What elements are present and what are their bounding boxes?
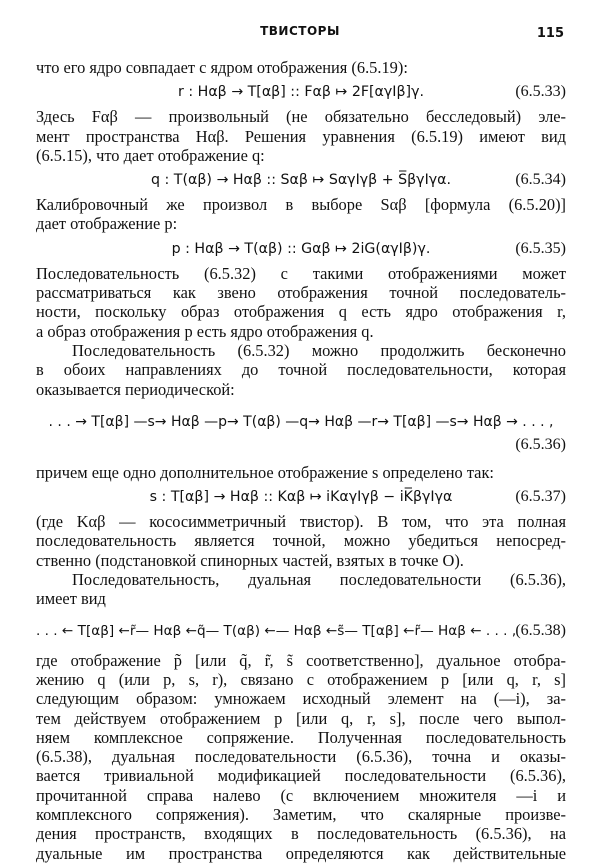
- text-line: Последовательность (6.5.32) можно продолжить бесконечно: [72, 340, 566, 360]
- text-line: где отображение p̃ [или q̃, r̃, s̃ соответственно], дуальное отобра-: [36, 650, 566, 670]
- text-line: последовательность является точной, можно убедиться непосред-: [36, 531, 566, 551]
- sequence-6-5-38: [36, 621, 566, 641]
- text-line: Калибровочный же произвол в выборе Sαβ [формула (6.5.20)]: [36, 195, 566, 215]
- text-line: дуальные им пространства определяются как действительные: [36, 843, 566, 863]
- text-line: (6.5.15), что дает отображение q:: [36, 145, 265, 165]
- sequence-6-5-36: [36, 413, 566, 431]
- text-line: рассматриваться как звено отображения точной последователь-: [36, 283, 566, 303]
- text-line: ственно (подстановкой спинорных частей, взятых в точке O).: [36, 550, 464, 570]
- text-line: ности, поскольку образ отображения q есть ядро отображения r,: [36, 302, 566, 322]
- equation-formula: r : Hαβ → T[αβ] :: Fαβ ↦ 2F[αγIβ]γ.: [178, 84, 424, 101]
- page-number: 115: [536, 26, 564, 41]
- equation-number: (6.5.37): [515, 488, 566, 506]
- text-line: Здесь Fαβ — произвольный (не обязательно бесследовый) эле-: [36, 107, 566, 127]
- equation-number: (6.5.33): [515, 83, 566, 101]
- text-line: дения пространств, входящих в последовательность (6.5.36), на: [36, 824, 566, 844]
- equation-6-5-35: [36, 239, 566, 259]
- sequence-formula: . . . ← T[αβ] ←r̃— Hαβ ←q̃— T(αβ) ←— Hαβ ←s̃— T[αβ] ←r̃— Hαβ ← . . . ,: [36, 622, 517, 639]
- text-line: оказывается периодической:: [36, 379, 235, 399]
- text-line: вается тривиальной модификацией последовательности (6.5.36),: [36, 766, 566, 786]
- text-line: жению q (или p, s, r), связано с отображением p [или q, r, s]: [36, 669, 566, 689]
- text-line: в обоих направлениях до точной последовательности, которая: [36, 360, 566, 380]
- text-line: а образ отображения p есть ядро отображения q.: [36, 321, 374, 341]
- equation-6-5-34: [36, 170, 566, 190]
- equation-number: (6.5.34): [515, 171, 566, 189]
- text-line: (где Kαβ — кососимметричный твистор). В том, что эта полная: [36, 512, 566, 532]
- text-line: Последовательность, дуальная последовательности (6.5.36),: [72, 570, 566, 590]
- text-line: няем комплексное сопряжение. Полученная последовательность: [36, 727, 566, 747]
- text-line: прочитанной справа налево (с включением множителя —i и: [36, 785, 566, 805]
- equation-number: (6.5.35): [515, 239, 566, 257]
- sequence-formula: . . . → T[αβ] —s→ Hαβ —p→ T(αβ) —q→ Hαβ —r→ T[αβ] —s→ Hαβ → . . . ,: [48, 413, 554, 430]
- text-line: имеет вид: [36, 589, 106, 609]
- equation-6-5-37: [36, 487, 566, 507]
- text-line: Последовательность (6.5.32) с такими отображениями может: [36, 263, 566, 283]
- text-line: тем действуем отображением p [или q, r, s], после чего выпол-: [36, 708, 566, 728]
- text-line: следующим образом: умножаем исходный элемент на (—i), за-: [36, 689, 566, 709]
- equation-number: (6.5.36): [515, 435, 566, 453]
- page-body: [36, 58, 566, 863]
- equation-6-5-33: [36, 82, 566, 102]
- text-line: дает отображение p:: [36, 214, 178, 234]
- text-line: комплексного сопряжения). Заметим, что скалярные произве-: [36, 805, 566, 825]
- equation-formula: q : T(αβ) → Hαβ :: Sαβ ↦ SαγIγβ + S̅βγIγα.: [150, 172, 452, 189]
- equation-formula: p : Hαβ → T(αβ) :: Gαβ ↦ 2iG(αγIβ)γ.: [171, 240, 431, 257]
- equation-number: (6.5.38): [515, 621, 566, 639]
- text-line: что его ядро совпадает с ядром отображения (6.5.19):: [36, 58, 408, 77]
- text-line: (6.5.38), дуальная последовательности (6.5.36), точна и оказы-: [36, 747, 566, 767]
- text-line: причем еще одно дополнительное отображение s определено так:: [36, 462, 494, 482]
- text-line: мент пространства Hαβ. Решения уравнения (6.5.19) имеют вид: [36, 126, 566, 146]
- running-header: ТВИСТОРЫ: [260, 24, 340, 38]
- equation-formula: s : T[αβ] → Hαβ :: Kαβ ↦ iKαγIγβ − iK̅βγIγα: [149, 489, 453, 506]
